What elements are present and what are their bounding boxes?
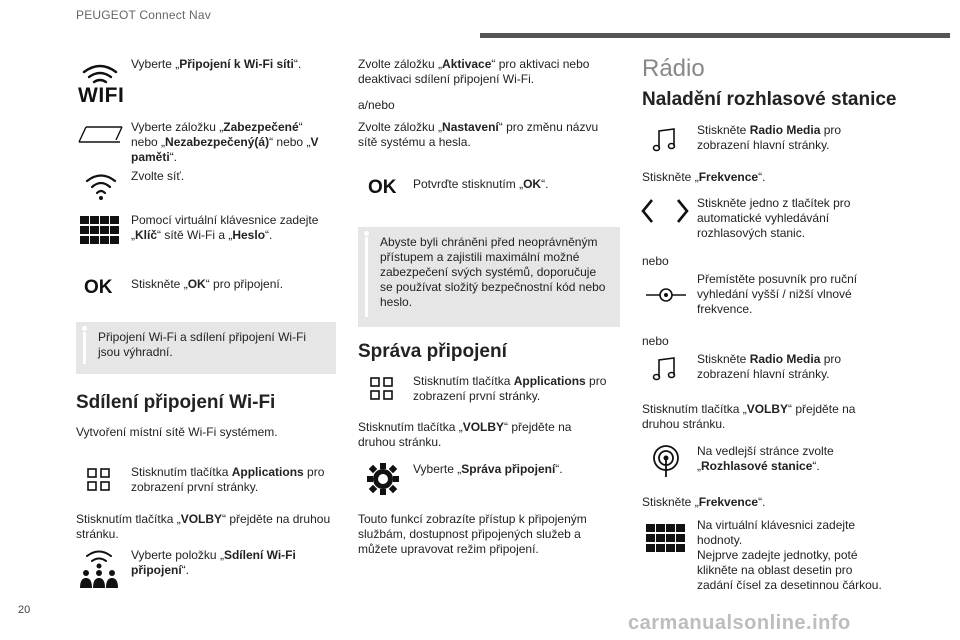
p-radio-media-2: Stiskněte Radio Media pro zobrazení hlavní stránky.	[697, 352, 842, 381]
wifi-sharing-icon	[78, 548, 120, 590]
slider-icon	[646, 282, 686, 308]
p-applications: Stisknutím tlačítka Applications pro zobrazení první stránky.	[413, 374, 607, 403]
p-frequency: Stiskněte „Frekvence“.	[642, 170, 766, 184]
keyboard-icon	[646, 524, 686, 554]
p-or-2: nebo	[642, 334, 669, 348]
page-header: PEUGEOT Connect Nav	[76, 8, 211, 22]
step-enter-key: Pomocí virtuální klávesnice zadejte „Klíč“ sítě Wi-Fi a „Heslo“.	[131, 213, 319, 242]
seek-arrows-icon	[640, 198, 690, 224]
p-radio-media: Stiskněte Radio Media pro zobrazení hlavní stránky.	[697, 123, 842, 152]
keyboard-icon	[80, 216, 120, 246]
step-volby: Stisknutím tlačítka „VOLBY“ přejděte na druhou stránku.	[76, 512, 331, 541]
gear-icon	[366, 462, 400, 496]
section-title-tuning: Naladění rozhlasové stanice	[642, 89, 897, 110]
step-applications: Stisknutím tlačítka Applications pro zobrazení první stránky.	[131, 465, 325, 494]
music-note-icon	[652, 127, 678, 153]
p-enter-values: Na virtuální klávesnici zadejte hodnoty. Nejprve zadejte jednotky, poté klikněte na oblast desetin pro zadání čísel za desetinnou čárkou.	[697, 518, 882, 592]
intro-text: Vytvoření místní sítě Wi-Fi systémem.	[76, 425, 278, 439]
p-description: Touto funkcí zobrazíte přístup k připojeným službám, dostupnost připojených služeb a můžete upravovat režim připojení.	[358, 512, 587, 556]
p-volby-radio: Stisknutím tlačítka „VOLBY“ přejděte na druhou stránku.	[642, 402, 856, 431]
info-box-security: Abyste byli chráněni před neoprávněným přístupem a zajistili maximální možné zabezpečení svých systémů, doporučuje se používat složitý bezpečnostní kód nebo heslo.	[358, 227, 620, 327]
header-divider	[480, 33, 950, 38]
info-icon	[364, 231, 369, 236]
p-confirm-ok: Potvrďte stisknutím „OK“.	[413, 177, 549, 191]
page-section-title: Rádio	[642, 55, 705, 82]
p-auto-search: Stiskněte jedno z tlačítek pro automatické vyhledávání rozhlasových stanic.	[697, 196, 851, 240]
wifi-signal-icon	[84, 172, 118, 202]
section-title-connection-management: Správa připojení	[358, 341, 507, 362]
p-activation: Zvolte záložku „Aktivace“ pro aktivaci nebo deaktivaci sdílení připojení Wi-Fi.	[358, 57, 590, 86]
step-press-ok: Stiskněte „OK“ pro připojení.	[131, 277, 284, 291]
p-or-1: nebo	[642, 254, 669, 268]
p-select-management: Vyberte „Správa připojení“.	[413, 462, 563, 476]
watermark: carmanualsonline.info	[628, 612, 851, 634]
step-select-sharing: Vyberte položku „Sdílení Wi-Fi připojení“.	[131, 548, 296, 577]
step-select-wifi: Vyberte „Připojení k Wi-Fi síti“.	[131, 57, 302, 71]
radio-station-icon	[650, 444, 682, 478]
p-or: a/nebo	[358, 98, 395, 112]
music-note-icon	[652, 356, 678, 382]
p-stations: Na vedlejší stránce zvolte „Rozhlasové stanice“.	[697, 444, 834, 473]
ok-icon: OK	[84, 277, 113, 298]
info-box-exclusive: Připojení Wi-Fi a sdílení připojení Wi-Fi jsou výhradní.	[76, 322, 336, 374]
info-icon	[82, 326, 87, 331]
p-manual-search: Přemístěte posuvník pro ruční vyhledání vyšší / nižší vlnové frekvence.	[697, 272, 858, 316]
p-frequency-2: Stiskněte „Frekvence“.	[642, 495, 766, 509]
edit-field-icon	[76, 124, 124, 144]
step-select-network: Zvolte síť.	[131, 169, 185, 183]
ok-icon: OK	[368, 177, 397, 198]
page-number: 20	[18, 604, 31, 616]
step-select-tab: Vyberte záložku „Zabezpečené“ nebo „Nezabezpečený(á)“ nebo „V paměti“.	[131, 120, 319, 164]
p-volby: Stisknutím tlačítka „VOLBY“ přejděte na druhou stránku.	[358, 420, 572, 449]
applications-icon	[370, 377, 394, 401]
p-settings: Zvolte záložku „Nastavení“ pro změnu názvu sítě systému a hesla.	[358, 120, 599, 149]
wifi-label: WIFI	[78, 84, 125, 107]
applications-icon	[87, 468, 111, 492]
section-title-wifi-sharing: Sdílení připojení Wi-Fi	[76, 392, 276, 413]
